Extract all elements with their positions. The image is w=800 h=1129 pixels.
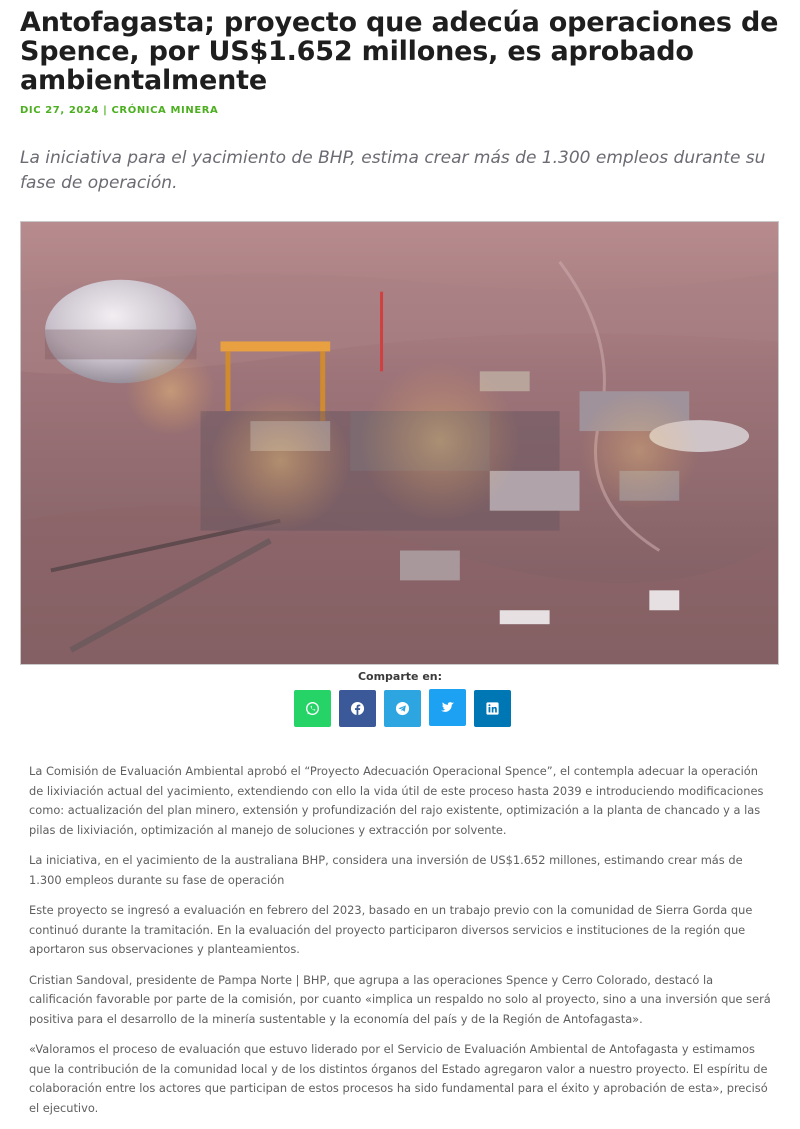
hero-image bbox=[20, 221, 779, 665]
telegram-share-button[interactable] bbox=[384, 690, 421, 727]
body-paragraph: Este proyecto se ingresó a evaluación en febrero del 2023, basado en un trabajo previo con la comunidad de Sierra Gorda que continuó durante la tramitación. En la evaluación del proyecto participaron diversos servicios e instituciones de la región que aportaron sus observaciones y planteamientos. bbox=[29, 903, 753, 956]
whatsapp-share-button[interactable] bbox=[294, 690, 331, 727]
body-paragraph: La iniciativa, en el yacimiento de la australiana BHP, considera una inversión de US$1.652 millones, estimando crear más de 1.300 empleos durante su fase de operación bbox=[29, 853, 743, 887]
facebook-share-button[interactable] bbox=[339, 690, 376, 727]
whatsapp-icon bbox=[305, 701, 320, 716]
article-title: Antofagasta; proyecto que adecúa operaciones de Spence, por US$1.652 millones, es aprobado ambientalmente bbox=[20, 7, 779, 96]
share-label: Comparte en: bbox=[357, 670, 443, 683]
body-paragraph: La Comisión de Evaluación Ambiental aprobó el “Proyecto Adecuación Operacional Spence”, el contempla adecuar la operación de lixiviación actual del yacimiento, extendiendo con ello la vida útil de este proceso hasta 2039 e introduciendo modificaciones como: actualización del plan minero, extensión y profundización del rajo existente, optimización a la planta de chancado y a las pilas de lixiviación, optimización al manejo de soluciones y extracción por solvente. bbox=[29, 764, 764, 837]
article-subtitle: La iniciativa para el yacimiento de BHP, estima crear más de 1.300 empleos durante su fase de operación. bbox=[20, 148, 766, 193]
mine-aerial-illustration bbox=[21, 222, 778, 664]
body-paragraph: «Valoramos el proceso de evaluación que estuvo liderado por el Servicio de Evaluación Ambiental de Antofagasta y estimamos que la contribución de la comunidad local y de los distintos órganos del Estado agregaron valor a nuestro proyecto. El espíritu de colaboración entre los actores que participan de estos procesos ha sido fundamental para el éxito y aprobación de esta», precisó el ejecutivo. bbox=[29, 1042, 768, 1115]
telegram-icon bbox=[395, 701, 410, 716]
linkedin-icon bbox=[485, 701, 500, 716]
twitter-share-button[interactable] bbox=[429, 689, 466, 726]
share-buttons bbox=[294, 690, 511, 727]
twitter-icon bbox=[440, 700, 455, 715]
facebook-icon bbox=[350, 701, 365, 716]
article-body bbox=[29, 762, 774, 1129]
article-meta: DIC 27, 2024 | CRÓNICA MINERA bbox=[20, 105, 219, 116]
linkedin-share-button[interactable] bbox=[474, 690, 511, 727]
body-paragraph: Cristian Sandoval, presidente de Pampa Norte | BHP, que agrupa a las operaciones Spence y Cerro Colorado, destacó la calificación favorable por parte de la comisión, por cuanto «implica un respaldo no solo al proyecto, sino a una inversión que será positiva para el desarrollo de la minería sustentable y la economía del país y de la Región de Antofagasta». bbox=[29, 972, 771, 1026]
